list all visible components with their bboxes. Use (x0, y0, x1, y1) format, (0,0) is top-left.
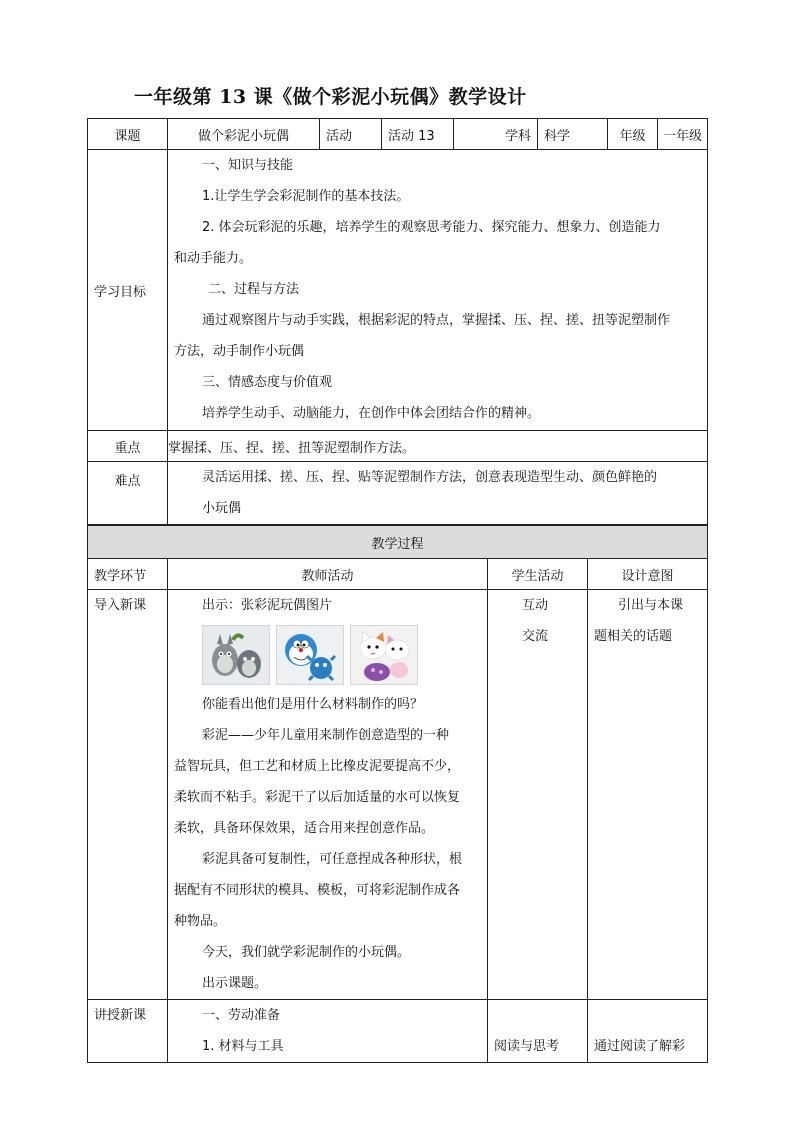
goals-line: 通过观察图片与动手实践，根据彩泥的特点，掌握揉、压、捏、搓、扭等泥塑制作 (202, 313, 671, 328)
document-title: 一年级第 13 课《做个彩泥小玩偶》教学设计 (134, 86, 527, 108)
grade-value: 一年级 (658, 119, 708, 150)
col-student: 学生活动 (488, 559, 588, 590)
topic-value: 做个彩泥小玩偶 (168, 119, 320, 150)
intro-line: 柔软，具备环保效果，适合用来捏创意作品。 (174, 821, 435, 836)
activity-label: 活动 (320, 119, 382, 150)
totoro-clay-image (202, 625, 270, 685)
goals-line: 三、情感态度与价值观 (202, 375, 333, 390)
col-intent: 设计意图 (588, 559, 708, 590)
goals-line: 方法，动手制作小玩偶 (174, 344, 305, 359)
intro-line: 出示：张彩泥玩偶图片 (202, 598, 333, 613)
lecture-stage-text: 讲授新课 (94, 1008, 147, 1023)
goals-line: 1.让学生学会彩泥制作的基本技法。 (202, 189, 410, 204)
intro-stage-text: 导入新课 (94, 598, 147, 613)
lecture-student-text: 阅读与思考 (494, 1039, 560, 1054)
cat-clay-image (350, 625, 418, 685)
difficulty-content (168, 462, 708, 525)
intro-line: 种物品。 (174, 914, 227, 929)
difficulty-line: 小玩偶 (202, 501, 242, 516)
intro-line: 益智玩具，但工艺和材质上比橡皮泥要提高不少， (174, 759, 461, 774)
process-header: 教学过程 (88, 526, 708, 559)
intro-line: 今天，我们就学彩泥制作的小玩偶。 (202, 945, 411, 960)
lecture-stage (88, 1000, 168, 1063)
lecture-intent-text: 通过阅读了解彩 (594, 1039, 686, 1054)
goals-line: 一、知识与技能 (202, 158, 294, 173)
goals-line: 培养学生动手、动脑能力，在创作中体会团结合作的精神。 (202, 406, 541, 421)
intro-line: 柔软而不粘手。彩泥干了以后加适量的水可以恢复 (174, 790, 461, 805)
goals-line: 和动手能力。 (174, 251, 253, 266)
intro-intent-line: 引出与本课 (618, 598, 684, 613)
grade-label: 年级 (608, 119, 658, 150)
lecture-teacher (168, 1000, 488, 1063)
subject-label: 学科 (454, 119, 538, 150)
lecture-intent (588, 1000, 708, 1063)
doraemon-clay-image (276, 625, 344, 685)
subject-value: 科学 (538, 119, 608, 150)
intro-line: 彩泥——少年儿童用来制作创意造型的一种 (202, 728, 450, 743)
goals-line: 二、过程与方法 (208, 282, 300, 297)
goals-line: 2. 体会玩彩泥的乐趣，培养学生的观察思考能力、探究能力、想象力、创造能力 (202, 220, 661, 235)
difficulty-label: 难点 (88, 462, 168, 525)
lesson-info-table (87, 118, 708, 525)
activity-value: 活动 13 (382, 119, 454, 150)
key-label: 重点 (88, 431, 168, 462)
teaching-process-table (87, 525, 708, 1063)
intro-line: 你能看出他们是用什么材料制作的吗？ (202, 697, 424, 712)
topic-label: 课题 (88, 119, 168, 150)
intro-line: 据配有不同形状的模具、模板，可将彩泥制作成各 (174, 883, 461, 898)
difficulty-line: 灵活运用揉、搓、压、捏、贴等泥塑制作方法，创意表现造型生动、颜色鲜艳的 (202, 470, 658, 485)
goals-content (168, 150, 708, 431)
intro-stage (88, 590, 168, 1000)
intro-student-line: 交流 (522, 629, 549, 644)
clay-figure-images (168, 621, 487, 689)
intro-student-line: 互动 (522, 598, 549, 613)
intro-student (488, 590, 588, 1000)
intro-line: 彩泥具备可复制性，可任意捏成各种形状，根 (202, 852, 463, 867)
col-teacher: 教师活动 (168, 559, 488, 590)
intro-teacher (168, 590, 488, 1000)
lecture-student (488, 1000, 588, 1063)
lecture-line: 1. 材料与工具 (202, 1039, 284, 1054)
col-stage: 教学环节 (88, 559, 168, 590)
intro-line: 出示课题。 (202, 976, 268, 991)
intro-intent (588, 590, 708, 1000)
lecture-line: 一、劳动准备 (202, 1008, 281, 1023)
intro-intent-line: 题相关的话题 (594, 629, 673, 644)
goals-label: 学习目标 (88, 150, 168, 431)
key-text: 掌握揉、压、捏、搓、扭等泥塑制作方法。 (168, 431, 708, 462)
